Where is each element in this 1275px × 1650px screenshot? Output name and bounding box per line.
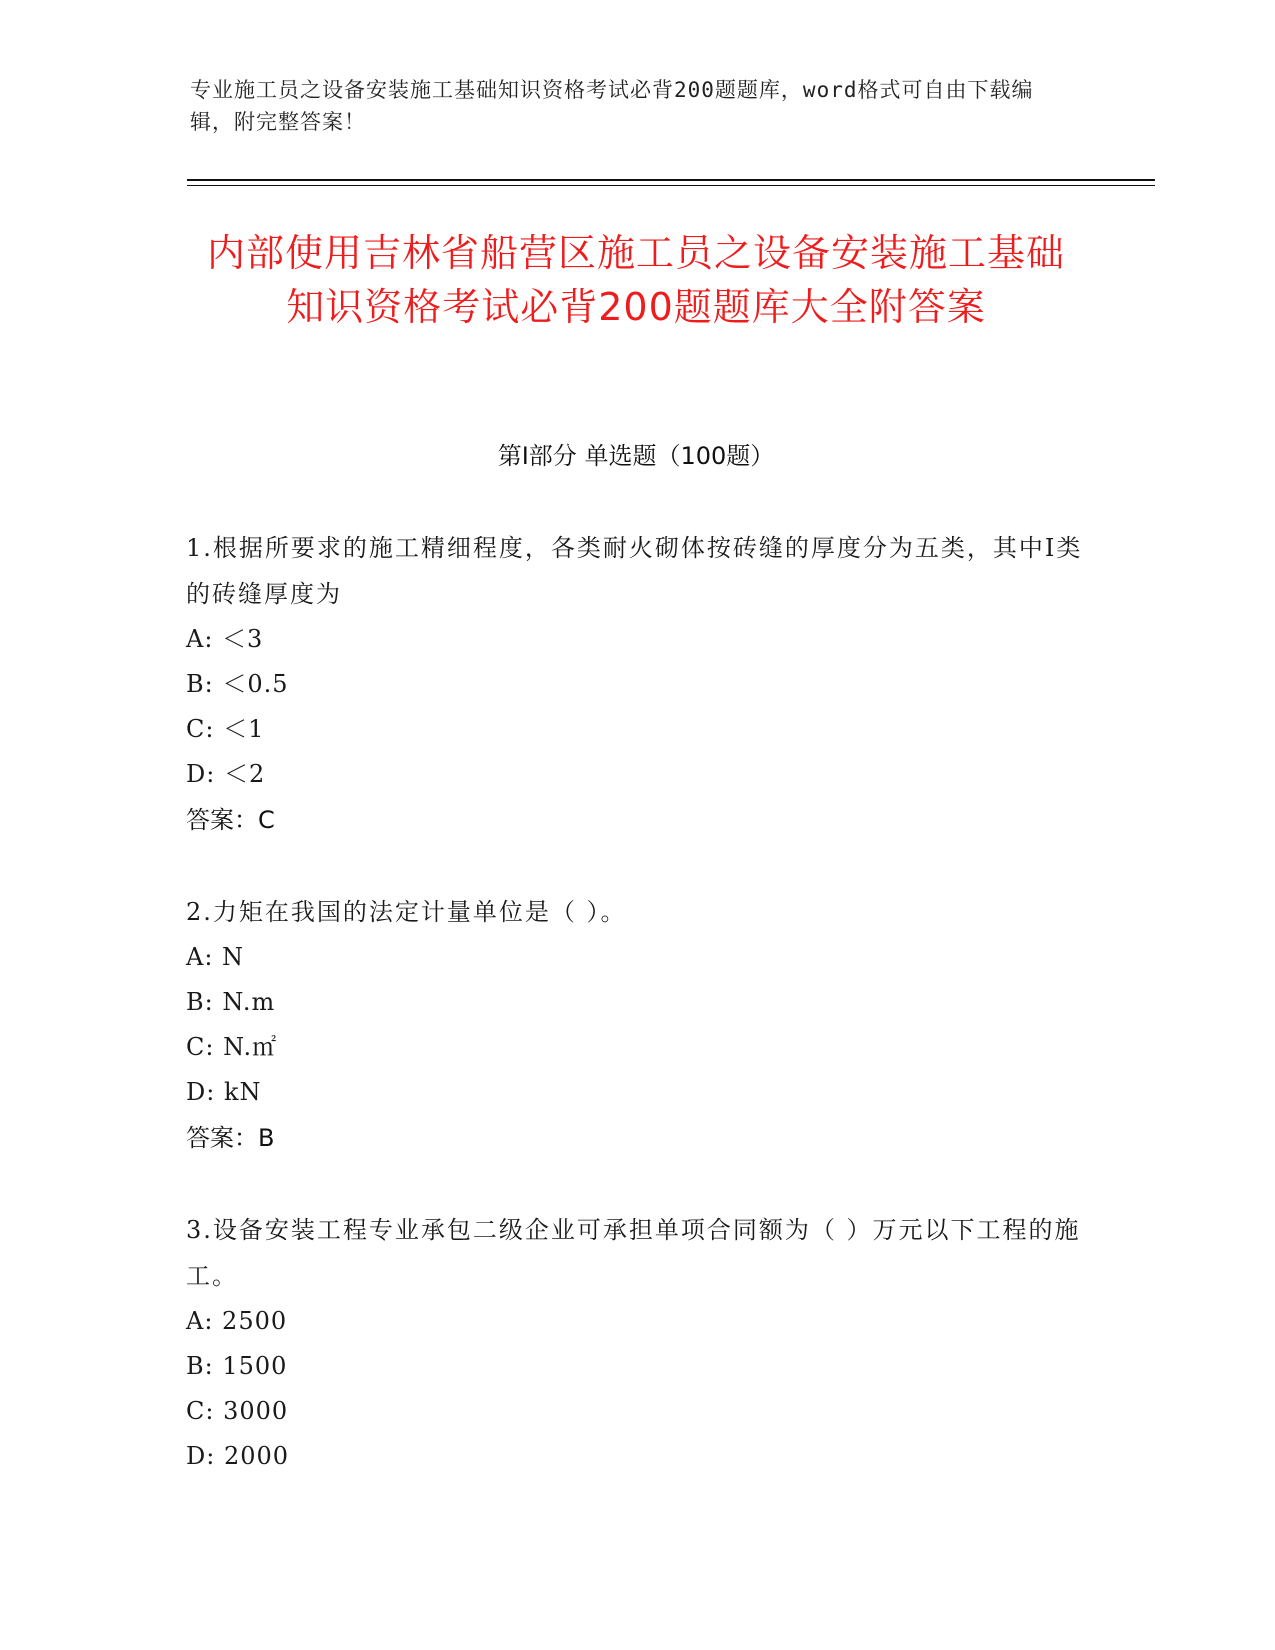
question-item — [186, 1207, 1086, 1479]
option-b: B: N.m — [186, 988, 276, 1016]
question-stem: 2.力矩在我国的法定计量单位是（ ）。 — [186, 898, 627, 926]
option-a: A: N — [186, 943, 245, 971]
question-list — [186, 525, 1086, 1525]
option-a: A: 2500 — [186, 1307, 288, 1335]
question-item — [186, 889, 1086, 1161]
header-divider — [187, 179, 1155, 181]
question-item — [186, 525, 1086, 843]
option-c: C: 3000 — [186, 1397, 289, 1425]
answer-line: 答案：B — [186, 1124, 275, 1152]
option-a: A: ＜3 — [186, 625, 264, 653]
option-d: D: ＜2 — [186, 760, 266, 788]
header-divider-thin — [187, 185, 1155, 186]
option-d: D: kN — [186, 1078, 262, 1106]
option-c: C: ＜1 — [186, 715, 265, 743]
question-stem: 3.设备安装工程专业承包二级企业可承担单项合同额为（ ）万元以下工程的施工。 — [186, 1216, 1081, 1290]
option-b: B: 1500 — [186, 1352, 288, 1380]
option-c: C: N.㎡ — [186, 1033, 278, 1061]
document-title: 内部使用吉林省船营区施工员之设备安装施工基础知识资格考试必背200题题库大全附答案 — [206, 231, 1065, 329]
option-b: B: ＜0.5 — [186, 670, 289, 698]
answer-line: 答案：C — [186, 806, 275, 834]
header-note: 专业施工员之设备安装施工基础知识资格考试必背200题题库，word格式可自由下载编辑，附完整答案！ — [190, 78, 1034, 134]
question-stem: 1.根据所要求的施工精细程度，各类耐火砌体按砖缝的厚度分为五类，其中Ⅰ类的砖缝厚度为 — [186, 534, 1083, 608]
option-d: D: 2000 — [186, 1442, 290, 1470]
section-title: 第Ⅰ部分 单选题（100题） — [497, 442, 775, 470]
